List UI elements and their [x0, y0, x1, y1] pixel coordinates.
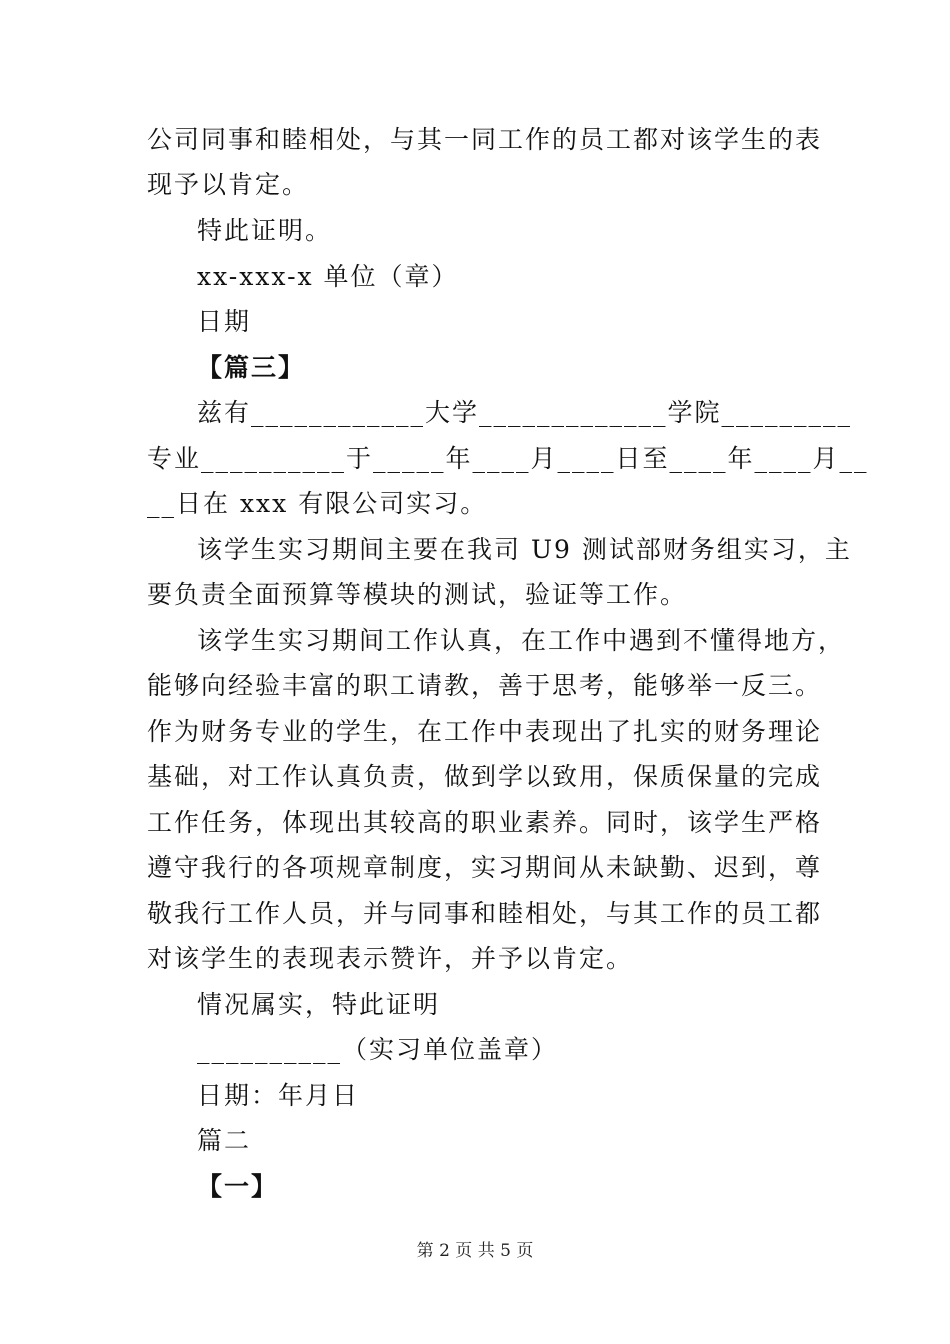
text-line-14: 作为财务专业的学生，在工作中表现出了扎实的财务理论 — [147, 717, 823, 746]
text-line-9: __日在 xxx 有限公司实习。 — [147, 489, 488, 518]
text-line-20: 情况属实，特此证明 — [197, 990, 441, 1019]
page-footer: 第 2 页 共 5 页 — [416, 1241, 534, 1261]
text-line-3: 特此证明。 — [197, 216, 333, 245]
text-line-15: 基础，对工作认真负责，做到学以致用，保质保量的完成 — [147, 762, 823, 791]
text-line-23: 篇二 — [197, 1126, 252, 1155]
text-line-8: 专业__________于_____年____月____日至____年____月__ — [147, 444, 869, 473]
text-line-7: 兹有____________大学_____________学院_________ — [197, 398, 853, 427]
text-line-10: 该学生实习期间主要在我司 U9 测试部财务组实习，主 — [197, 535, 852, 564]
section-heading-yi: 【一】 — [197, 1172, 279, 1201]
text-line-1: 公司同事和睦相处，与其一同工作的员工都对该学生的表 — [147, 125, 823, 154]
text-line-11: 要负责全面预算等模块的测试，验证等工作。 — [147, 580, 688, 609]
text-line-21: __________（实习单位盖章） — [197, 1035, 559, 1064]
text-line-4: xx-xxx-x 单位（章） — [197, 262, 459, 291]
text-line-18: 敬我行工作人员，并与同事和睦相处，与其工作的员工都 — [147, 899, 823, 928]
text-line-16: 工作任务，体现出其较高的职业素养。同时，该学生严格 — [147, 808, 823, 837]
text-line-22: 日期：年月日 — [197, 1081, 360, 1110]
section-heading-pian-san: 【篇三】 — [197, 353, 306, 382]
text-line-2: 现予以肯定。 — [147, 170, 310, 199]
text-line-13: 能够向经验丰富的职工请教，善于思考，能够举一反三。 — [147, 671, 823, 700]
text-line-5: 日期 — [197, 307, 252, 336]
text-line-17: 遵守我行的各项规章制度，实习期间从未缺勤、迟到，尊 — [147, 853, 823, 882]
text-line-12: 该学生实习期间工作认真，在工作中遇到不懂得地方， — [197, 626, 846, 655]
text-line-19: 对该学生的表现表示赞许，并予以肯定。 — [147, 944, 634, 973]
